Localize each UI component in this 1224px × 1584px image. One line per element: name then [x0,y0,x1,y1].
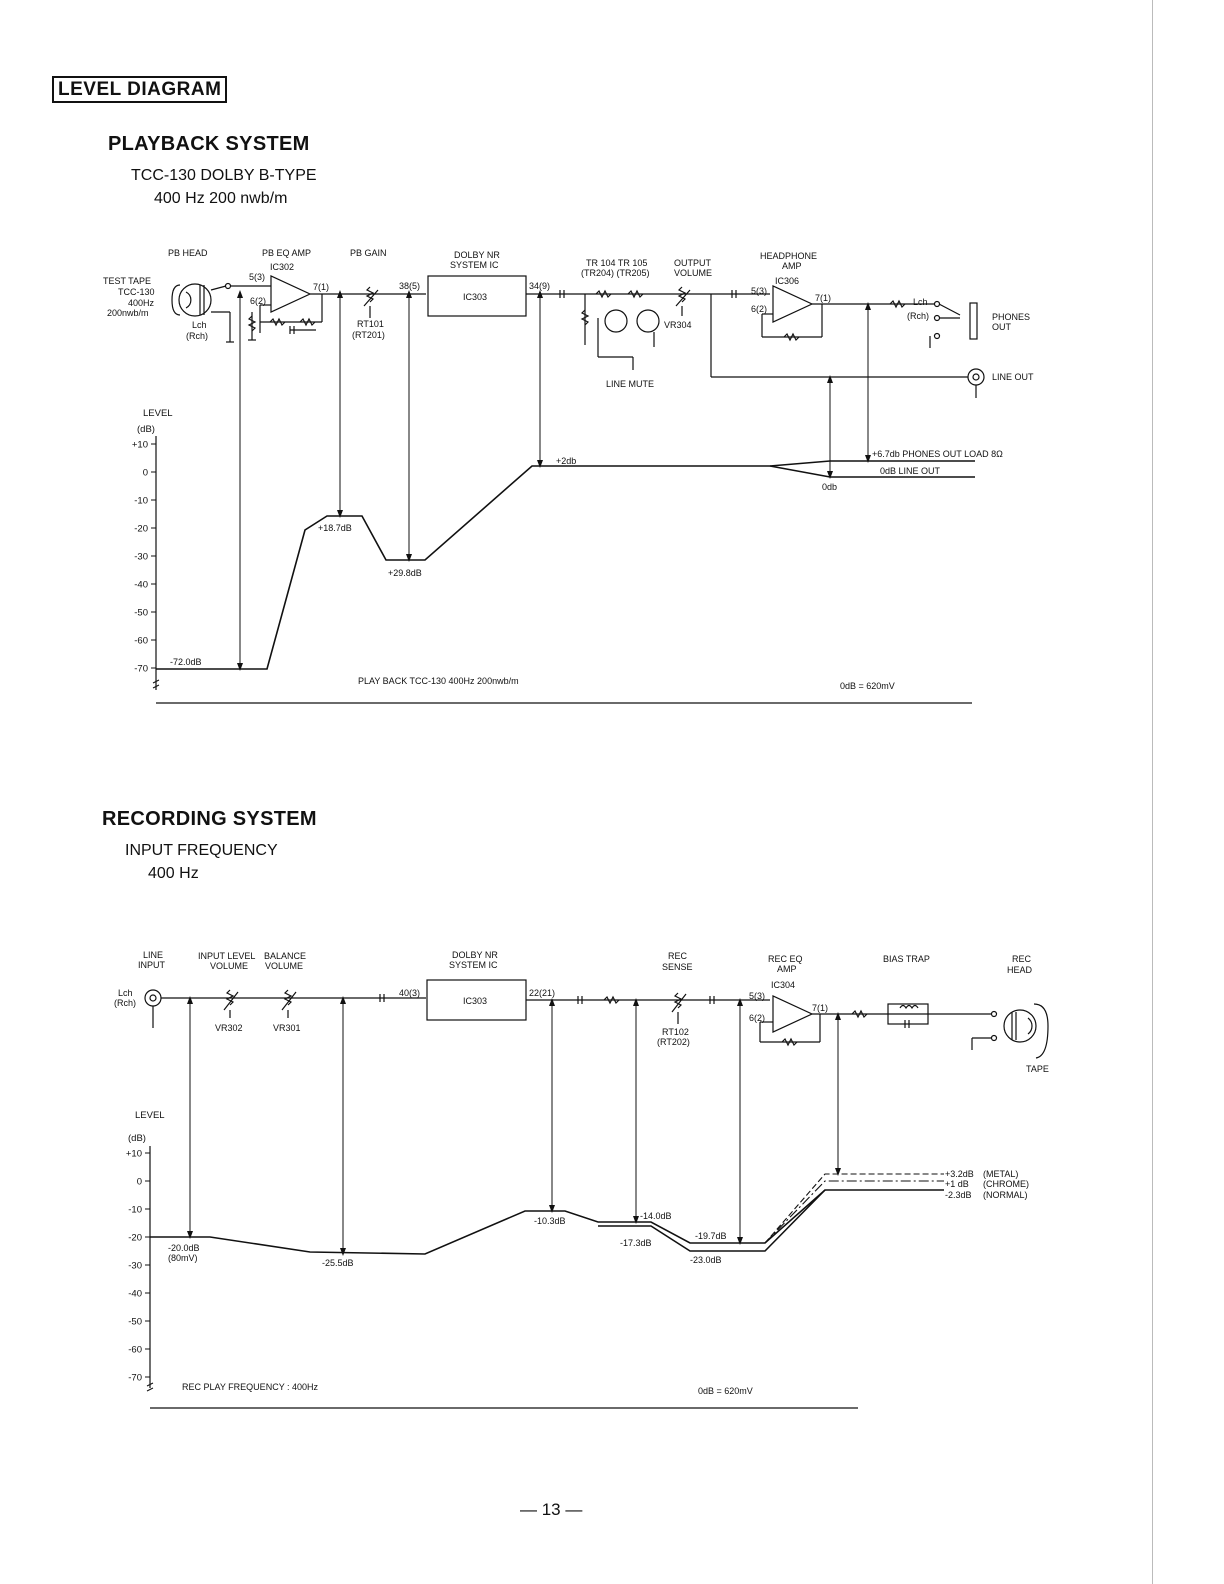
rec-head1: REC [1012,954,1032,964]
rec-bottom-right: 0dB = 620mV [698,1386,753,1396]
head-rch: (Rch) [186,331,208,341]
pb-level-unit: (dB) [137,424,155,435]
test-tape-line4: 200nwb/m [107,308,149,318]
page-number: — 13 — [520,1500,583,1519]
rec-level-unit: (dB) [128,1133,146,1144]
pb-level-axis [132,408,972,703]
out-lch: Lch [913,297,928,307]
pb-bottom-left: PLAY BACK TCC-130 400Hz 200nwb/m [358,676,519,686]
pb-level-tick-label: -40 [134,579,148,591]
rec-ann-23: -23.0dB [690,1255,722,1265]
rec-pin-5: 5(3) [749,991,766,1001]
test-tape-line2: TCC-130 [118,287,155,297]
rec-dolby2: SYSTEM IC [449,960,498,970]
rec-ann-17-3: -17.3dB [620,1238,652,1248]
balance1: BALANCE [264,951,307,961]
phones-out2: OUT [992,322,1011,332]
in-rch: (Rch) [114,998,136,1008]
rec-pin-7: 7(1) [812,1003,829,1013]
rec-pin-6: 6(2) [749,1013,766,1023]
recording-title: RECORDING SYSTEM [102,808,317,830]
phones-out1: PHONES [992,312,1031,322]
pb-level-tick-label: -10 [134,495,148,507]
rt102-label: RT102 [662,1027,689,1037]
rec-sense2: SENSE [662,962,693,972]
eq-pin-5: 5(3) [249,272,266,282]
rec-sense1: REC [668,951,688,961]
line-input1: LINE [143,950,164,960]
head-lch: Lch [192,320,207,330]
rec-ann-10-3: -10.3dB [534,1216,566,1226]
pb-ann-29-8: +29.8dB [388,568,422,578]
test-tape-line1: TEST TAPE [103,276,152,286]
pb-level-tick-label: -20 [134,523,148,535]
pb-level-label: LEVEL [143,408,173,419]
pb-head-label: PB HEAD [168,248,208,258]
pb-level-annotations [170,449,1003,691]
ic302-label: IC302 [270,262,295,272]
pb-ann-18-7: +18.7dB [318,523,352,533]
tr-label1: TR 104 TR 105 [586,258,648,268]
out-rch: (Rch) [907,311,929,321]
ic303-pin-out: 34(9) [529,281,551,291]
rt202-label: (RT202) [657,1037,690,1047]
playback-labels [103,248,1034,389]
rec-level-tick-label: -10 [128,1204,142,1216]
rec-level-tick-label: -70 [128,1372,142,1384]
pb-ann-lineout: 0dB LINE OUT [880,466,941,476]
pb-gain-label: PB GAIN [350,248,387,258]
ic303-pin-in: 38(5) [399,281,421,291]
rec-level-tick-label: -40 [128,1288,142,1300]
balance2: VOLUME [265,961,304,971]
output-volume1: OUTPUT [674,258,711,268]
rec-ann-19-7: -19.7dB [695,1231,727,1241]
rec-level-tick-label: 0 [136,1176,142,1188]
rec-level-arrows [190,1000,838,1252]
playback-subtitle-tape: TCC-130 DOLBY B-TYPE [131,167,317,184]
input-level2: VOLUME [210,961,249,971]
headphone-amp1: HEADPHONE [760,251,818,261]
line-out-label: LINE OUT [992,372,1034,382]
test-tape-line3: 400Hz [128,298,155,308]
in-lch: Lch [118,988,133,998]
vr301-label: VR301 [273,1023,301,1033]
pb-level-tick-label: -70 [134,663,148,675]
pb-ann-72: -72.0dB [170,657,202,667]
dolby-label2: SYSTEM IC [450,260,499,270]
rec-level-tick-label: +10 [125,1148,142,1160]
output-volume2: VOLUME [674,268,713,278]
rec-ann-normal: (NORMAL) [983,1190,1028,1200]
rec-eq-amp2: AMP [777,964,797,974]
rec-level-tick-label: -30 [128,1260,142,1272]
rec-bottom-left: REC PLAY FREQUENCY : 400Hz [182,1382,319,1392]
pb-level-tick-label: 0 [142,467,148,479]
pb-bottom-right: 0dB = 620mV [840,681,895,691]
hp-pin-7: 7(1) [815,293,832,303]
headphone-amp2: AMP [782,261,802,271]
pb-ann-0db: 0db [822,482,838,492]
rt201-label: (RT201) [352,330,385,340]
rec-dolby1: DOLBY NR [452,950,498,960]
section-title: LEVEL DIAGRAM [52,76,227,103]
rec-level-tick-label: -60 [128,1344,142,1356]
ic304-label: IC304 [771,980,796,990]
rec-level-tick-label: -20 [128,1232,142,1244]
vr304-label: VR304 [664,320,692,330]
recording-labels [114,950,1049,1074]
pb-level-tick-label: -30 [134,551,148,563]
tr-label2: (TR204) (TR205) [581,268,650,278]
rec-level-label: LEVEL [135,1110,165,1121]
rec-ann-normal-db: -2.3dB [945,1190,972,1200]
recording-subtitle-input: INPUT FREQUENCY [125,842,278,859]
rec-pin-in: 40(3) [399,988,421,998]
rec-ann-20: -20.0dB [168,1243,200,1253]
ic303-label: IC303 [463,292,488,302]
hp-pin-6: 6(2) [751,304,768,314]
pb-level-tick-label: -50 [134,607,148,619]
ic306-label: IC306 [775,276,800,286]
vr302-label: VR302 [215,1023,243,1033]
rec-ic303: IC303 [463,996,488,1006]
dolby-label1: DOLBY NR [454,250,500,260]
playback-subtitle-freq: 400 Hz 200 nwb/m [154,190,288,207]
recording-subtitle-freq: 400 Hz [148,865,199,882]
rec-ann-80mv: (80mV) [168,1253,198,1263]
rec-ann-metal-db: +3.2dB [945,1169,974,1179]
rec-level-annotations [168,1169,1029,1396]
rec-head2: HEAD [1007,965,1033,975]
hp-pin-5: 5(3) [751,286,768,296]
pb-level-tick-label: -60 [134,635,148,647]
rec-ann-14: -14.0dB [640,1211,672,1221]
rec-level-axis [126,1110,858,1408]
line-mute-label: LINE MUTE [606,379,655,389]
rec-eq-amp1: REC EQ [768,954,803,964]
line-input2: INPUT [138,960,165,970]
rec-ann-25-5: -25.5dB [322,1258,354,1268]
rec-ann-chrome-db: +1 dB [945,1179,969,1189]
rt101-label: RT101 [357,319,384,329]
tape-label: TAPE [1026,1064,1049,1074]
rec-ann-metal: (METAL) [983,1169,1019,1179]
rec-pin-out: 22(21) [529,988,556,998]
eq-pin-6: 6(2) [250,296,267,306]
input-level1: INPUT LEVEL [198,951,256,961]
playback-schematic [172,276,984,398]
rec-ann-chrome: (CHROME) [983,1179,1029,1189]
pb-ann-2: +2db [556,456,577,466]
rec-level-tick-label: -50 [128,1316,142,1328]
pb-level-curve [156,461,975,669]
rec-tape-curves [765,1174,944,1243]
eq-pin-7: 7(1) [313,282,330,292]
pb-eq-amp-label: PB EQ AMP [262,248,312,258]
bias-trap-label: BIAS TRAP [883,954,930,964]
pb-level-tick-label: +10 [131,439,148,451]
pb-ann-phones: +6.7db PHONES OUT LOAD 8Ω [872,449,1003,459]
recording-schematic [145,980,1048,1058]
playback-title: PLAYBACK SYSTEM [108,133,310,155]
pb-level-arrows [240,294,868,667]
